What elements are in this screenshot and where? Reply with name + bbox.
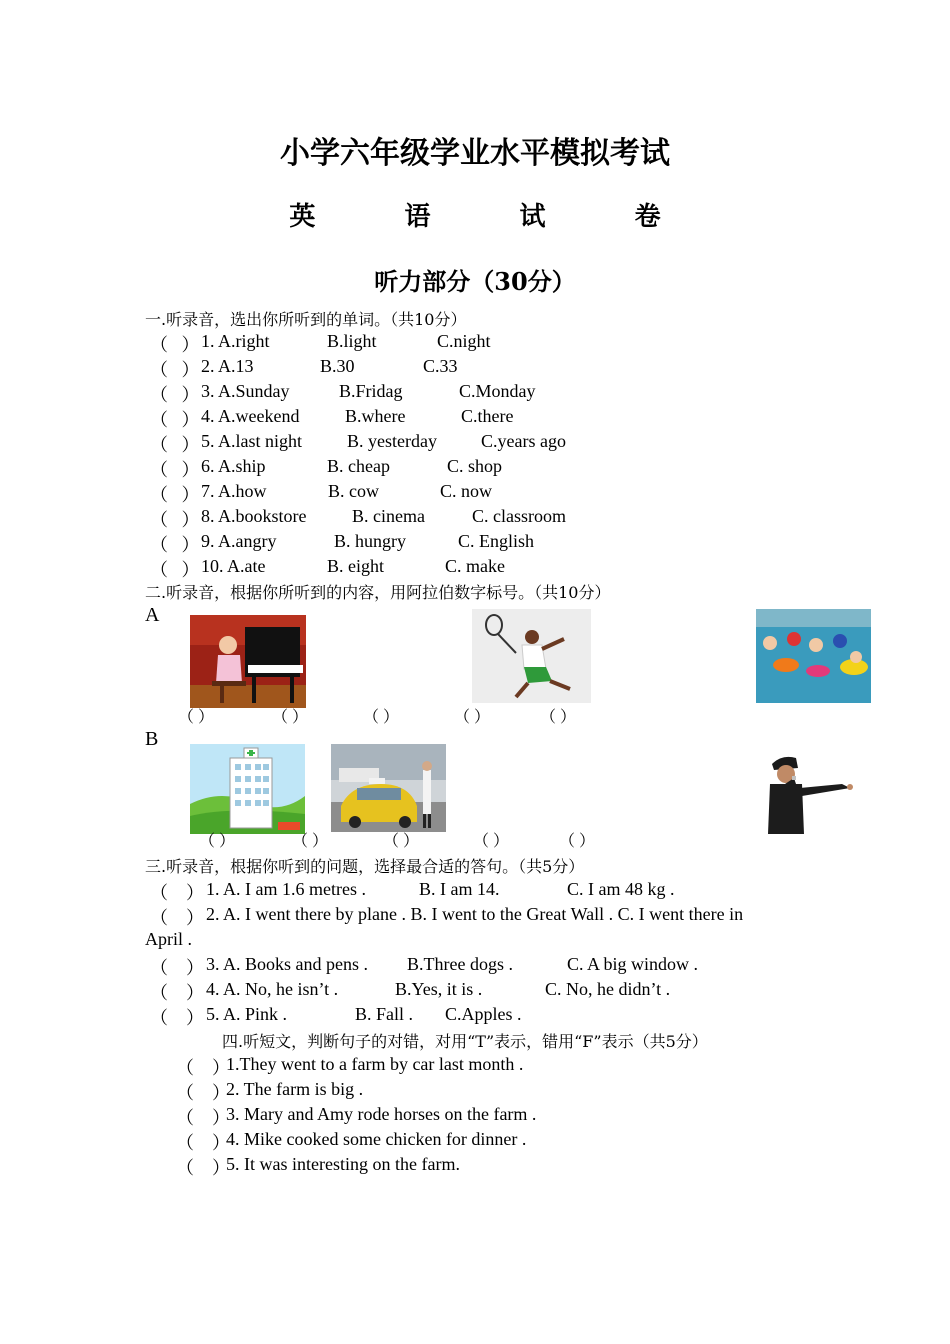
answer-paren: （ ） (176, 1158, 230, 1178)
listening-title: 听力部分（30分） (374, 267, 576, 296)
answer-paren: （ ） (150, 360, 200, 380)
group-label-b: B (145, 728, 159, 750)
list-item: （ ） 5. A. Pink . B. Fall . C.Apples . (150, 1004, 522, 1028)
answer-blank: （ ） (178, 709, 215, 726)
list-item: （ ） 4. A.weekend B.where C.there (150, 406, 514, 430)
list-item: （ ） 7. A.how B. cow C. now (150, 481, 493, 505)
answer-paren: （ ） (150, 958, 204, 978)
answer-paren: （ ） (150, 435, 200, 455)
answer-paren: （ ） (150, 560, 200, 580)
list-item: （ ） 2. A. I went there by plane . B. I went to the Great Wall . C. I went there in (150, 904, 744, 928)
police-gesture-photo (762, 738, 870, 836)
section1-heading: 一.听录音，选出你所听到的单词。（共10分） (145, 310, 467, 329)
answer-paren: （ ） (150, 510, 200, 530)
answer-paren: （ ） (176, 1083, 230, 1103)
list-item: （ ） 2. The farm is big . (176, 1079, 364, 1103)
list-item: （ ） 4. Mike cooked some chicken for dinner . (176, 1129, 527, 1153)
answer-blank: （ ） (272, 709, 309, 726)
answer-blank: （ ） (363, 709, 400, 726)
list-item: （ ） 2. A.13 B.30 C.33 (150, 356, 458, 380)
answer-paren: （ ） (176, 1108, 230, 1128)
answer-blank: （ ） (473, 833, 510, 850)
section4-heading: 四.听短文，判断句子的对错，对用“T”表示，错用“F”表示（共5分） (222, 1032, 708, 1051)
piano-girl-photo (190, 615, 306, 708)
list-item: （ ） 6. A.ship B. cheap C. shop (150, 456, 503, 480)
list-item: （ ） 5. It was interesting on the farm. (176, 1154, 460, 1178)
list-item: （ ） 1. A.right B.light C.night (150, 331, 491, 355)
answer-blank: （ ） (540, 709, 577, 726)
answer-paren: （ ） (150, 983, 204, 1003)
answer-paren: （ ） (150, 883, 204, 903)
answer-paren: （ ） (150, 410, 200, 430)
badminton-player-photo (472, 609, 591, 703)
section2-heading: 二.听录音，根据你所听到的内容，用阿拉伯数字标号。（共10分） (145, 583, 611, 602)
list-item: （ ） 5. A.last night B. yesterday C.years ago (150, 431, 566, 455)
school-title: 小学六年级学业水平模拟考试 (280, 136, 670, 171)
list-item: （ ） 10. A.ate B. eight C. make (150, 556, 505, 580)
wrap-text: April . (145, 929, 192, 949)
answer-blank: （ ） (383, 833, 420, 850)
answer-paren: （ ） (150, 1008, 204, 1028)
answer-paren: （ ） (150, 335, 200, 355)
list-item: （ ） 3. A.Sunday B.Fridag C.Monday (150, 381, 536, 405)
list-item: （ ） 4. A. No, he isn’t . B.Yes, it is . C. No, he didn’t . (150, 979, 671, 1003)
answer-paren: （ ） (150, 908, 204, 928)
paper-title: 英 语 试 卷 (289, 202, 701, 232)
list-item: （ ） 1. A. I am 1.6 metres . B. I am 14. C. I am 48 kg . (150, 879, 675, 903)
taxi-photo (331, 744, 446, 832)
answer-paren: （ ） (176, 1058, 230, 1078)
answer-paren: （ ） (176, 1133, 230, 1153)
list-item: （ ） 9. A.angry B. hungry C. English (150, 531, 535, 555)
hospital-cartoon (190, 744, 305, 834)
answer-paren: （ ） (150, 460, 200, 480)
section3-heading: 三.听录音，根据你听到的问题，选择最合适的答句。（共5分） (145, 857, 585, 876)
answer-blank: （ ） (559, 833, 596, 850)
group-label-a: A (145, 604, 160, 626)
answer-paren: （ ） (150, 535, 200, 555)
answer-blank: （ ） (292, 833, 329, 850)
answer-paren: （ ） (150, 485, 200, 505)
list-item: （ ） 3. A. Books and pens . B.Three dogs . C. A big window . (150, 954, 699, 978)
answer-blank: （ ） (199, 833, 236, 850)
answer-paren: （ ） (150, 385, 200, 405)
list-item: （ ） 1.They went to a farm by car last month . (176, 1054, 524, 1078)
list-item: （ ） 8. A.bookstore B. cinema C. classroom (150, 506, 566, 530)
swimming-pool-photo (756, 609, 871, 703)
list-item: （ ） 3. Mary and Amy rode horses on the farm . (176, 1104, 537, 1128)
answer-blank: （ ） (454, 709, 491, 726)
